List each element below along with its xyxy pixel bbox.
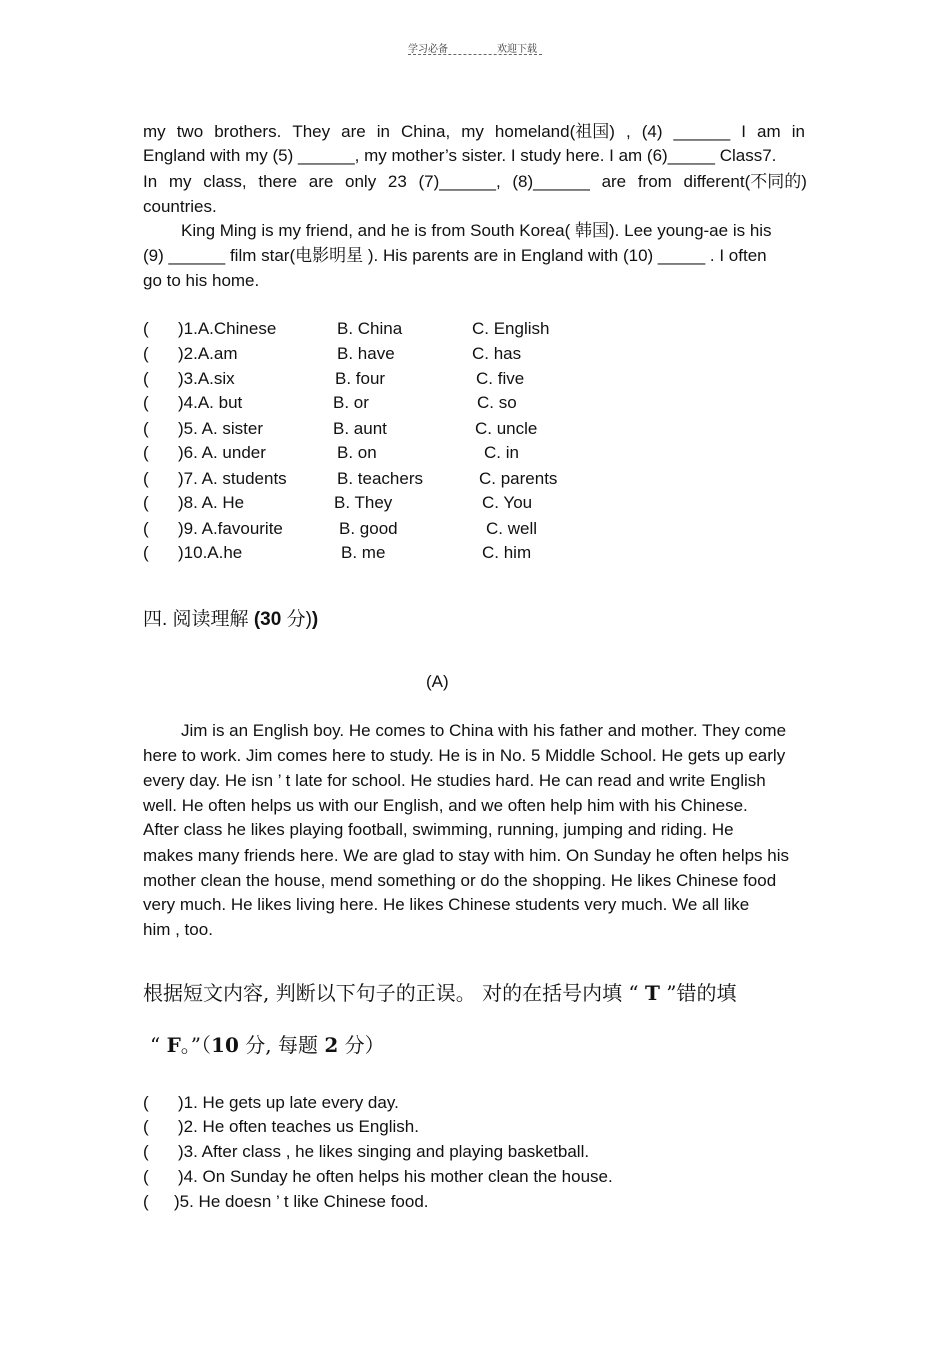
option-b: B. have <box>337 344 395 363</box>
answer-paren[interactable]: ( <box>143 469 149 488</box>
tf-row-3 <box>0 1142 950 1167</box>
option-row-8 <box>0 493 950 518</box>
tf-statement: )4. On Sunday he often helps his mother clean the house. <box>178 1167 613 1186</box>
cloze-word: homeland(祖国) <box>494 122 615 141</box>
false-marker: F <box>166 1033 181 1057</box>
cloze-word: my <box>143 122 166 141</box>
option-row-2 <box>0 344 950 369</box>
answer-paren[interactable]: ( <box>143 344 149 363</box>
option-a: )1.A.Chinese <box>178 319 277 338</box>
cloze-word: I <box>741 122 747 141</box>
option-row-7 <box>0 469 950 494</box>
option-b: B. on <box>337 443 377 462</box>
cloze-line-3 <box>143 169 807 194</box>
option-c: C. him <box>482 543 532 562</box>
answer-paren[interactable]: ( <box>143 1192 149 1211</box>
passage-line-5: After class he likes playing football, swimming, running, jumping and riding. He <box>143 820 734 839</box>
option-a: )7. A. students <box>178 469 287 488</box>
passage-line-1: Jim is an English boy. He comes to China with his father and mother. They come <box>181 721 787 740</box>
answer-paren[interactable]: ( <box>143 543 149 562</box>
cloze-word: there <box>258 172 298 191</box>
option-row-9 <box>0 519 950 544</box>
cloze-word: In <box>143 172 158 191</box>
option-c: C. five <box>476 369 525 388</box>
cloze-word: , <box>625 122 631 141</box>
header-rule <box>408 54 542 55</box>
passage-line-3: every day. He isn ’ t late for school. He studies hard. He can read and write English <box>143 771 766 790</box>
passage-line-2: here to work. Jim comes here to study. He is in No. 5 Middle School. He gets up early <box>143 746 786 765</box>
cloze-line-4: countries. <box>143 197 217 216</box>
section-heading: 四. 阅读理解 (30 分)) <box>143 609 319 630</box>
option-c: C. uncle <box>475 419 538 438</box>
option-b: B. four <box>335 369 386 388</box>
option-b: B. China <box>337 319 403 338</box>
answer-paren[interactable]: ( <box>143 393 149 412</box>
option-c: C. English <box>472 319 550 338</box>
section-heading-prefix: 四. 阅读理解 <box>143 609 254 630</box>
answer-paren[interactable]: ( <box>143 369 149 388</box>
cloze-word: (7)______, <box>418 172 501 191</box>
answer-paren[interactable]: ( <box>143 419 149 438</box>
answer-paren[interactable]: ( <box>143 493 149 512</box>
cloze-word: my <box>168 172 192 191</box>
option-row-3 <box>0 369 950 394</box>
cloze-line-7: go to his home. <box>143 271 260 290</box>
tf-row-2 <box>0 1117 950 1142</box>
option-b: B. me <box>341 543 386 562</box>
option-b: B. good <box>339 519 398 538</box>
section-heading-score: (30 <box>253 609 282 630</box>
tf-statement: )3. After class , he likes singing and playing basketball. <box>178 1142 590 1161</box>
cloze-word: China, <box>401 122 451 141</box>
answer-paren[interactable]: ( <box>143 1117 149 1136</box>
option-a: )10.A.he <box>178 543 243 562</box>
option-a: )4.A. but <box>178 393 243 412</box>
cloze-word: (4) <box>641 122 663 141</box>
cloze-word: my <box>461 122 484 141</box>
tf-row-5 <box>0 1192 950 1217</box>
tf-row-1 <box>0 1093 950 1118</box>
tf-statement: )5. He doesn ’ t like Chinese food. <box>174 1192 429 1211</box>
answer-paren[interactable]: ( <box>143 1093 149 1112</box>
option-b: B. or <box>333 393 369 412</box>
cloze-word: (8)______ <box>512 172 590 191</box>
option-c: C. so <box>477 393 517 412</box>
option-c: C. in <box>484 443 519 462</box>
option-a: )5. A. sister <box>178 419 264 438</box>
passage-line-8: very much. He likes living here. He likes Chinese students very much. We all like <box>143 895 750 914</box>
answer-paren[interactable]: ( <box>143 319 149 338</box>
tf-row-4 <box>0 1167 950 1192</box>
cloze-word: are <box>308 172 334 191</box>
option-c: C. You <box>482 493 533 512</box>
cloze-word: ______ <box>673 122 731 141</box>
option-b: B. They <box>334 493 393 512</box>
cloze-word: They <box>292 122 331 141</box>
cloze-word: are <box>341 122 366 141</box>
cloze-word: only <box>345 172 377 191</box>
cloze-word: from <box>637 172 672 191</box>
option-a: )3.A.six <box>178 369 235 388</box>
cloze-word: are <box>601 172 627 191</box>
option-row-10 <box>0 543 950 568</box>
instruction-line-2: “ F。”（10 分, 每题 2 分） <box>150 1033 385 1057</box>
answer-paren[interactable]: ( <box>143 519 149 538</box>
true-marker: T <box>645 981 660 1005</box>
answer-paren[interactable]: ( <box>143 1142 149 1161</box>
option-a: )6. A. under <box>178 443 266 462</box>
passage-line-6: makes many friends here. We are glad to stay with him. On Sunday he often helps his <box>143 846 790 865</box>
cloze-word: am <box>757 122 781 141</box>
option-b: B. aunt <box>333 419 387 438</box>
cloze-word: class, <box>203 172 247 191</box>
option-row-6 <box>0 443 950 468</box>
header-right: 欢迎下载 <box>497 44 537 55</box>
cloze-word: different(不同的) <box>683 172 807 191</box>
section-heading-suffix: 分) <box>281 609 312 630</box>
header-left: 学习必备 <box>408 44 448 55</box>
option-c: C. parents <box>479 469 558 488</box>
option-c: C. has <box>472 344 522 363</box>
cloze-word: two <box>176 122 204 141</box>
cloze-word: in <box>376 122 390 141</box>
passage-label: (A) <box>426 672 449 691</box>
instruction-line-1: 根据短文内容, 判断以下句子的正误。 对的在括号内填 “ T ”错的填 <box>143 981 737 1005</box>
cloze-line-2: England with my (5) ______, my mother’s sister. I study here. I am (6)_____ Class7. <box>143 146 777 165</box>
cloze-line-1 <box>143 119 805 144</box>
option-row-4 <box>0 393 950 418</box>
tf-statement: )1. He gets up late every day. <box>178 1093 399 1112</box>
option-a: )2.A.am <box>178 344 238 363</box>
cloze-line-6: (9) ______ film star(电影明星 ). His parents are in England with (10) _____ . I often <box>143 246 767 265</box>
option-a: )9. A.favourite <box>178 519 283 538</box>
option-c: C. well <box>486 519 538 538</box>
passage-line-9: him , too. <box>143 920 213 939</box>
answer-paren[interactable]: ( <box>143 443 149 462</box>
passage-line-4: well. He often helps us with our English, and we often help him with his Chinese. <box>143 796 748 815</box>
cloze-word: 23 <box>387 172 407 191</box>
tf-statement: )2. He often teaches us English. <box>178 1117 419 1136</box>
option-a: )8. A. He <box>178 493 245 512</box>
passage-line-7: mother clean the house, mend something or do the shopping. He likes Chinese food <box>143 871 777 890</box>
cloze-line-5: King Ming is my friend, and he is from South Korea( 韩国). Lee young-ae is his <box>181 221 772 240</box>
cloze-word: in <box>791 122 805 141</box>
answer-paren[interactable]: ( <box>143 1167 149 1186</box>
option-b: B. teachers <box>337 469 423 488</box>
option-row-5 <box>0 419 950 444</box>
cloze-word: brothers. <box>214 122 282 141</box>
option-row-1 <box>0 319 950 344</box>
